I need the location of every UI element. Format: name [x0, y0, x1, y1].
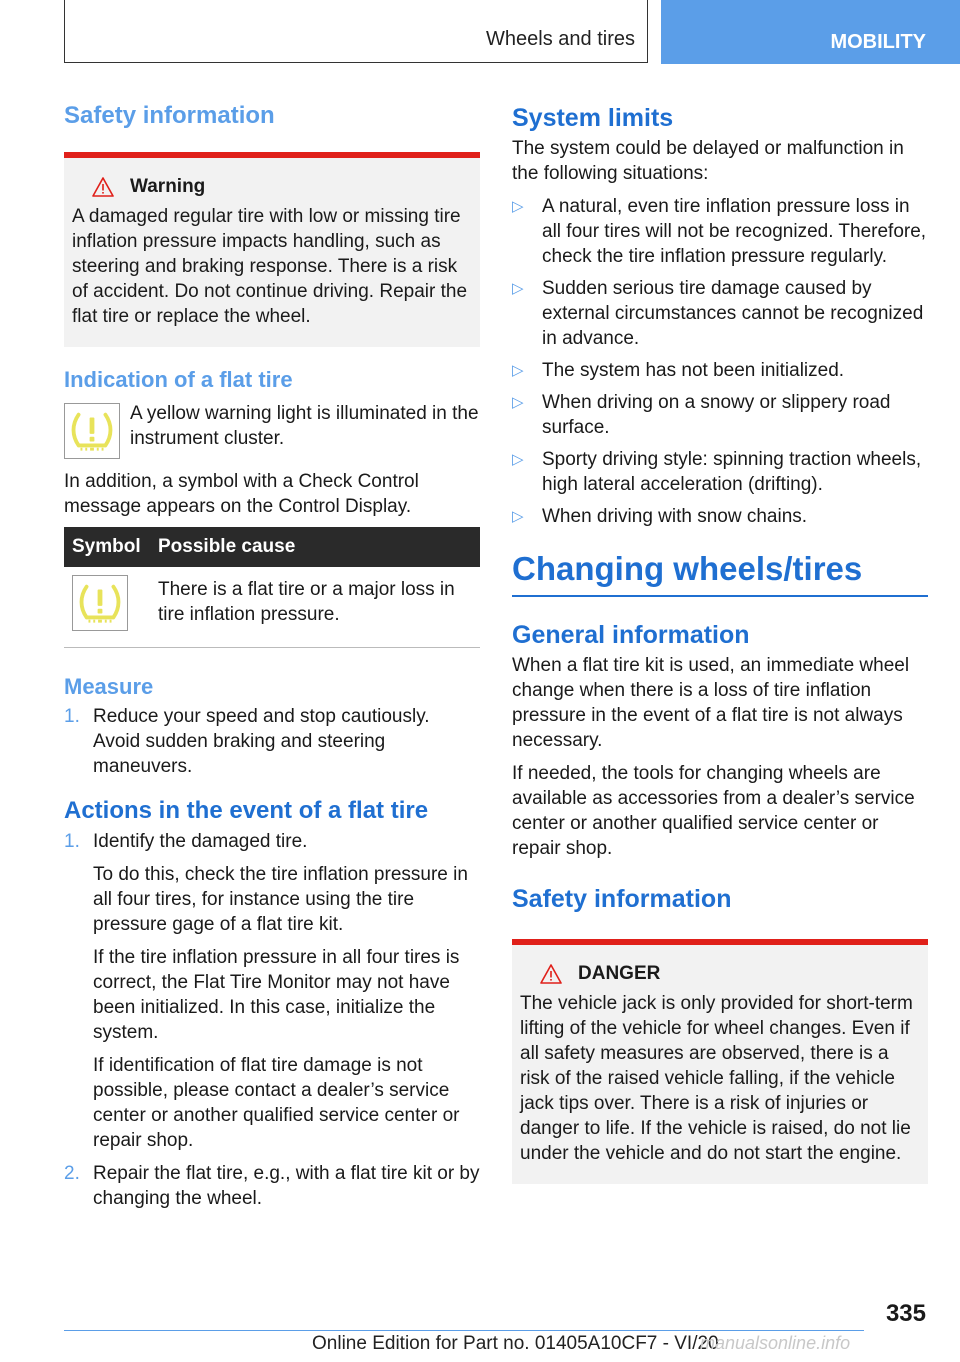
table-row [64, 567, 480, 648]
chapter-title: Wheels and tires [486, 28, 635, 50]
table-cell-symbol [64, 567, 150, 648]
indication-heading: Indication of a flat tire [64, 367, 293, 392]
list-item-text: Sporty driving style: spinning traction wheels, high lateral acceleration (drifting). [542, 449, 922, 495]
list-item [512, 504, 928, 529]
indication-text-2: In addition, a symbol with a Check Control message appears on the Control Display. [64, 471, 419, 517]
tire-pressure-symbol-icon [72, 575, 128, 631]
changing-heading: Changing wheels/tires [512, 550, 863, 587]
step-text: To do this, check the tire inflation pressure in all four tires, for instance using the tire pressure gage of a flat tire kit. [93, 864, 468, 935]
table-header-cause: Possible cause [150, 527, 480, 567]
list-item-text: When driving with snow chains. [542, 506, 808, 527]
list-item-text: A natural, even tire inflation pressure loss in all four tires will not be recognized. Therefore, check the tire inflation pressure regularly. [542, 196, 927, 267]
action-steps [64, 829, 480, 1211]
footer-divider [64, 1330, 864, 1331]
bullet-triangle-icon: ▷ [512, 508, 524, 525]
measure-steps [64, 704, 480, 779]
warning-triangle-icon [92, 177, 114, 197]
list-item [512, 390, 928, 440]
section-label: MOBILITY [830, 31, 926, 53]
danger-title: DANGER [578, 963, 661, 984]
limits-intro: The system could be delayed or malfunction in the following situations: [512, 138, 904, 184]
list-item [512, 447, 928, 497]
edition-info: Online Edition for Part no. 01405A10CF7 - VI/20 [312, 1333, 719, 1354]
warning-title: Warning [130, 176, 206, 197]
warning-triangle-icon [540, 964, 562, 984]
bullet-triangle-icon: ▷ [512, 280, 524, 297]
section-tab [661, 0, 960, 64]
warning-box [64, 152, 480, 347]
step-body [93, 829, 480, 1153]
symbol-table [64, 527, 480, 648]
table-cell-cause: There is a flat tire or a major loss in tire inflation pressure. [150, 567, 480, 648]
limits-list [512, 194, 928, 529]
list-item [512, 358, 928, 383]
left-column [64, 100, 480, 1219]
indication-text: A yellow warning light is illuminated in the instrument cluster. [130, 403, 479, 449]
step-number: 1. [64, 831, 80, 852]
header-frame [64, 0, 648, 63]
bullet-triangle-icon: ▷ [512, 451, 524, 468]
step-number: 1. [64, 706, 80, 727]
list-item [64, 1161, 480, 1211]
bullet-triangle-icon: ▷ [512, 394, 524, 411]
list-item-text: Sudden serious tire damage caused by external circumstances cannot be recognized in advance. [542, 278, 924, 349]
general-text-2: If needed, the tools for changing wheels are available as accessories from a dealer’s service center or another qualified service center or repair shop. [512, 763, 915, 859]
changing-heading-block [512, 547, 928, 597]
general-text-1: When a flat tire kit is used, an immediate wheel change when there is a loss of tire inflation pressure in the event of a flat tire is not always necessary. [512, 655, 910, 751]
step-text: If the tire inflation pressure in all four tires is correct, the Flat Tire Monitor may not have been initialized. In this case, initialize the system. [93, 947, 460, 1043]
step-text: Reduce your speed and stop cautiously. Avoid sudden braking and steering maneuvers. [93, 706, 430, 777]
safety-info-heading: Safety information [64, 102, 275, 129]
list-item-text: When driving on a snowy or slippery road surface. [542, 392, 891, 438]
indication-row [64, 401, 480, 459]
right-column [512, 100, 928, 1200]
safety-heading-right: Safety information [512, 885, 732, 913]
list-item [512, 194, 928, 269]
warning-text: A damaged regular tire with low or missing tire inflation pressure impacts handling, such as steering and braking response. There is a risk of accident. Do not continue driving. Repair the flat tire or replace the wheel. [72, 206, 468, 327]
list-item [64, 704, 480, 779]
bullet-triangle-icon: ▷ [512, 362, 524, 379]
step-text: If identification of flat tire damage is not possible, please contact a dealer’s service center or another qualified service center or repair shop. [93, 1055, 460, 1151]
danger-text: The vehicle jack is only provided for short-term lifting of the vehicle for wheel changes. Even if all safety measures are observed, there is a risk of the raised vehicle falling, if the vehicle jack tips over. There is a risk of injuries or danger to life. If the vehicle is raised, do not lie under the vehicle and do not start the engine. [520, 993, 913, 1164]
step-text: Repair the flat tire, e.g., with a flat tire kit or by changing the wheel. [93, 1163, 480, 1209]
warning-header [92, 176, 472, 198]
tire-pressure-warning-icon [64, 403, 120, 459]
table-header-symbol: Symbol [64, 527, 150, 567]
actions-heading: Actions in the event of a flat tire [64, 797, 429, 824]
step-number: 2. [64, 1163, 80, 1184]
list-item [64, 829, 480, 1153]
list-item-text: The system has not been initialized. [542, 360, 845, 381]
watermark-logo: manualsonline.info [700, 1333, 851, 1353]
step-text: Identify the damaged tire. [93, 831, 308, 852]
page-number: 335 [885, 1300, 926, 1327]
list-item [512, 276, 928, 351]
limits-heading: System limits [512, 104, 674, 132]
measure-heading: Measure [64, 674, 154, 699]
general-heading: General information [512, 621, 750, 649]
danger-box [512, 939, 928, 1184]
bullet-triangle-icon: ▷ [512, 198, 524, 215]
table-header-row [64, 527, 480, 567]
danger-header [540, 963, 920, 985]
